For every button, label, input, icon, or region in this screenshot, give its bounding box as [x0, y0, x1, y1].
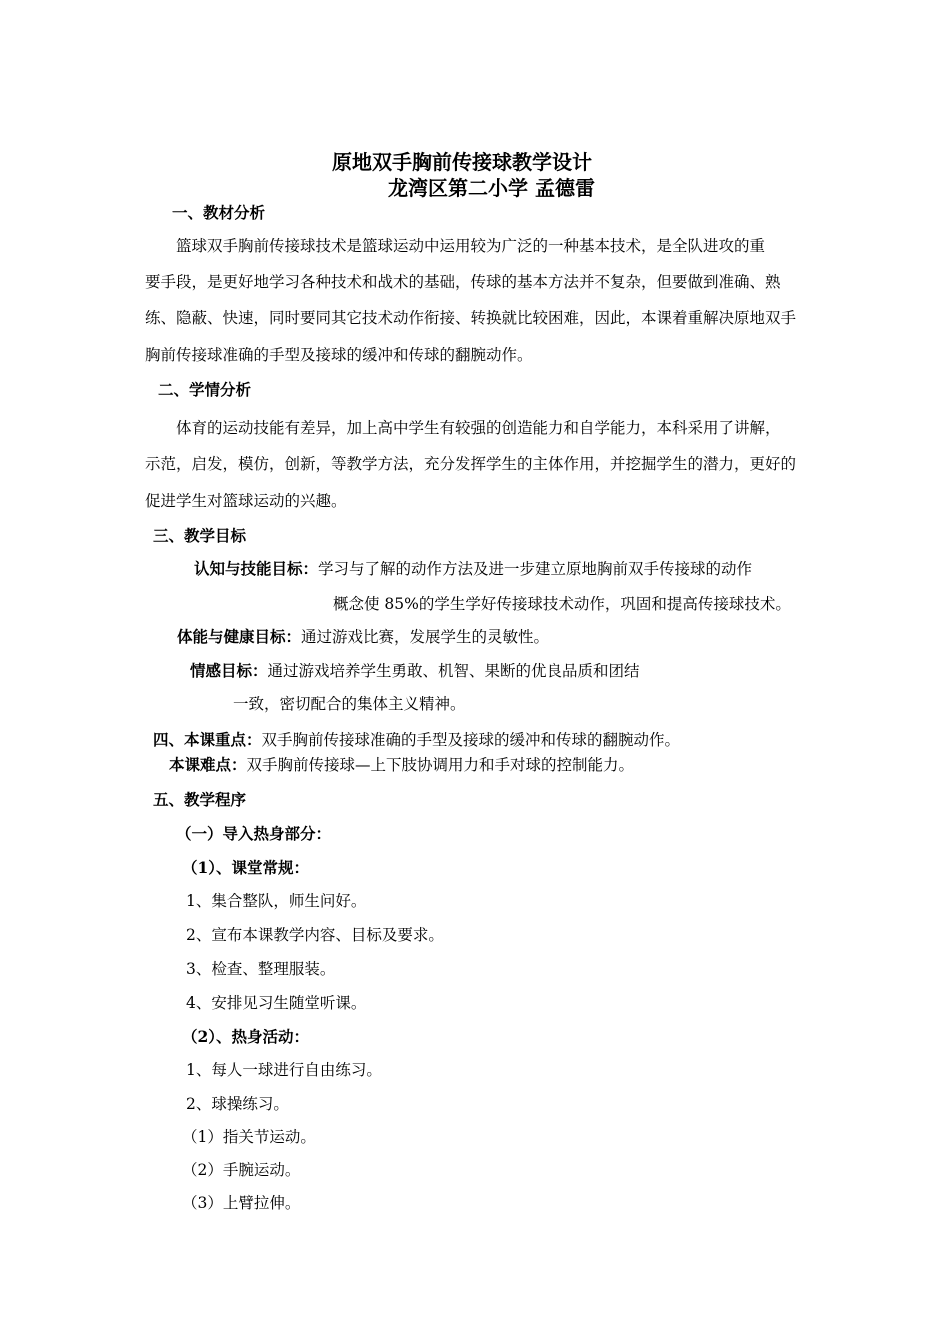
section-heading-goals: 三、教学目标: [153, 526, 247, 545]
procedure-sub-heading: （1）、课堂常规：: [182, 858, 310, 877]
list-item: 1、集合整队，师生问好。: [186, 892, 367, 910]
paragraph-line: 练、隐蔽、快速，同时要同其它技术动作衔接、转换就比较困难，因此，本课着重解决原地双手: [145, 309, 797, 327]
paragraph-line: 要手段，是更好地学习各种技术和战术的基础，传球的基本方法并不复杂，但要做到准确、熟: [145, 273, 781, 291]
goal-cognitive: [194, 559, 752, 579]
list-item: 4、安排见习生随堂听课。: [186, 994, 367, 1012]
key-point-label: 四、本课重点：: [153, 730, 262, 749]
paragraph-line: 促进学生对篮球运动的兴趣。: [145, 492, 347, 510]
difficult-point: [169, 755, 634, 775]
goal-continuation: 概念使 85%的学生学好传接球技术动作，巩固和提高传接球技术。: [333, 595, 791, 613]
key-point: [153, 730, 680, 750]
key-point-text: 双手胸前传接球准确的手型及接球的缓冲和传球的翻腕动作。: [261, 731, 681, 749]
goal-label: 情感目标：: [190, 661, 268, 680]
goal-physical: [177, 627, 549, 647]
author-line: 龙湾区第二小学 孟德雷: [388, 176, 595, 200]
difficult-point-text: 双手胸前传接球—上下肢协调用力和手对球的控制能力。: [246, 756, 635, 774]
goal-label: 体能与健康目标：: [177, 627, 302, 646]
goal-continuation: 一致，密切配合的集体主义精神。: [233, 695, 466, 713]
list-item: （3）上臂拉伸。: [182, 1194, 301, 1212]
list-item: 3、检查、整理服装。: [186, 960, 336, 978]
paragraph-line: 体育的运动技能有差异，加上高中学生有较强的创造能力和自学能力，本科采用了讲解，: [176, 419, 781, 437]
goal-text: 通过游戏培养学生勇敢、机智、果断的优良品质和团结: [267, 662, 640, 680]
section-heading-procedure: 五、教学程序: [153, 790, 247, 809]
goal-emotional: [190, 661, 640, 681]
procedure-part-heading: （一）导入热身部分：: [176, 824, 332, 843]
list-item: 2、球操练习。: [186, 1095, 289, 1113]
paragraph-line: 胸前传接球准确的手型及接球的缓冲和传球的翻腕动作。: [145, 346, 533, 364]
paragraph-line: 示范，启发，模仿，创新，等教学方法，充分发挥学生的主体作用，并挖掘学生的潜力，更好的: [145, 455, 797, 473]
document-title: 原地双手胸前传接球教学设计: [332, 150, 592, 174]
list-item: （1）指关节运动。: [182, 1128, 316, 1146]
list-item: （2）手腕运动。: [182, 1161, 301, 1179]
list-item: 1、每人一球进行自由练习。: [186, 1061, 382, 1079]
paragraph-line: 篮球双手胸前传接球技术是篮球运动中运用较为广泛的一种基本技术，是全队进攻的重: [176, 237, 766, 255]
goal-text: 学习与了解的动作方法及进一步建立原地胸前双手传接球的动作: [318, 560, 753, 578]
list-item: 2、宣布本课教学内容、目标及要求。: [186, 926, 444, 944]
goal-label: 认知与技能目标：: [194, 559, 319, 578]
difficult-point-label: 本课难点：: [169, 755, 247, 774]
goal-text: 通过游戏比赛，发展学生的灵敏性。: [301, 628, 550, 646]
section-heading-students: 二、学情分析: [158, 380, 252, 399]
procedure-sub-heading: （2）、热身活动：: [182, 1027, 310, 1046]
section-heading-analysis: 一、教材分析: [172, 203, 266, 222]
